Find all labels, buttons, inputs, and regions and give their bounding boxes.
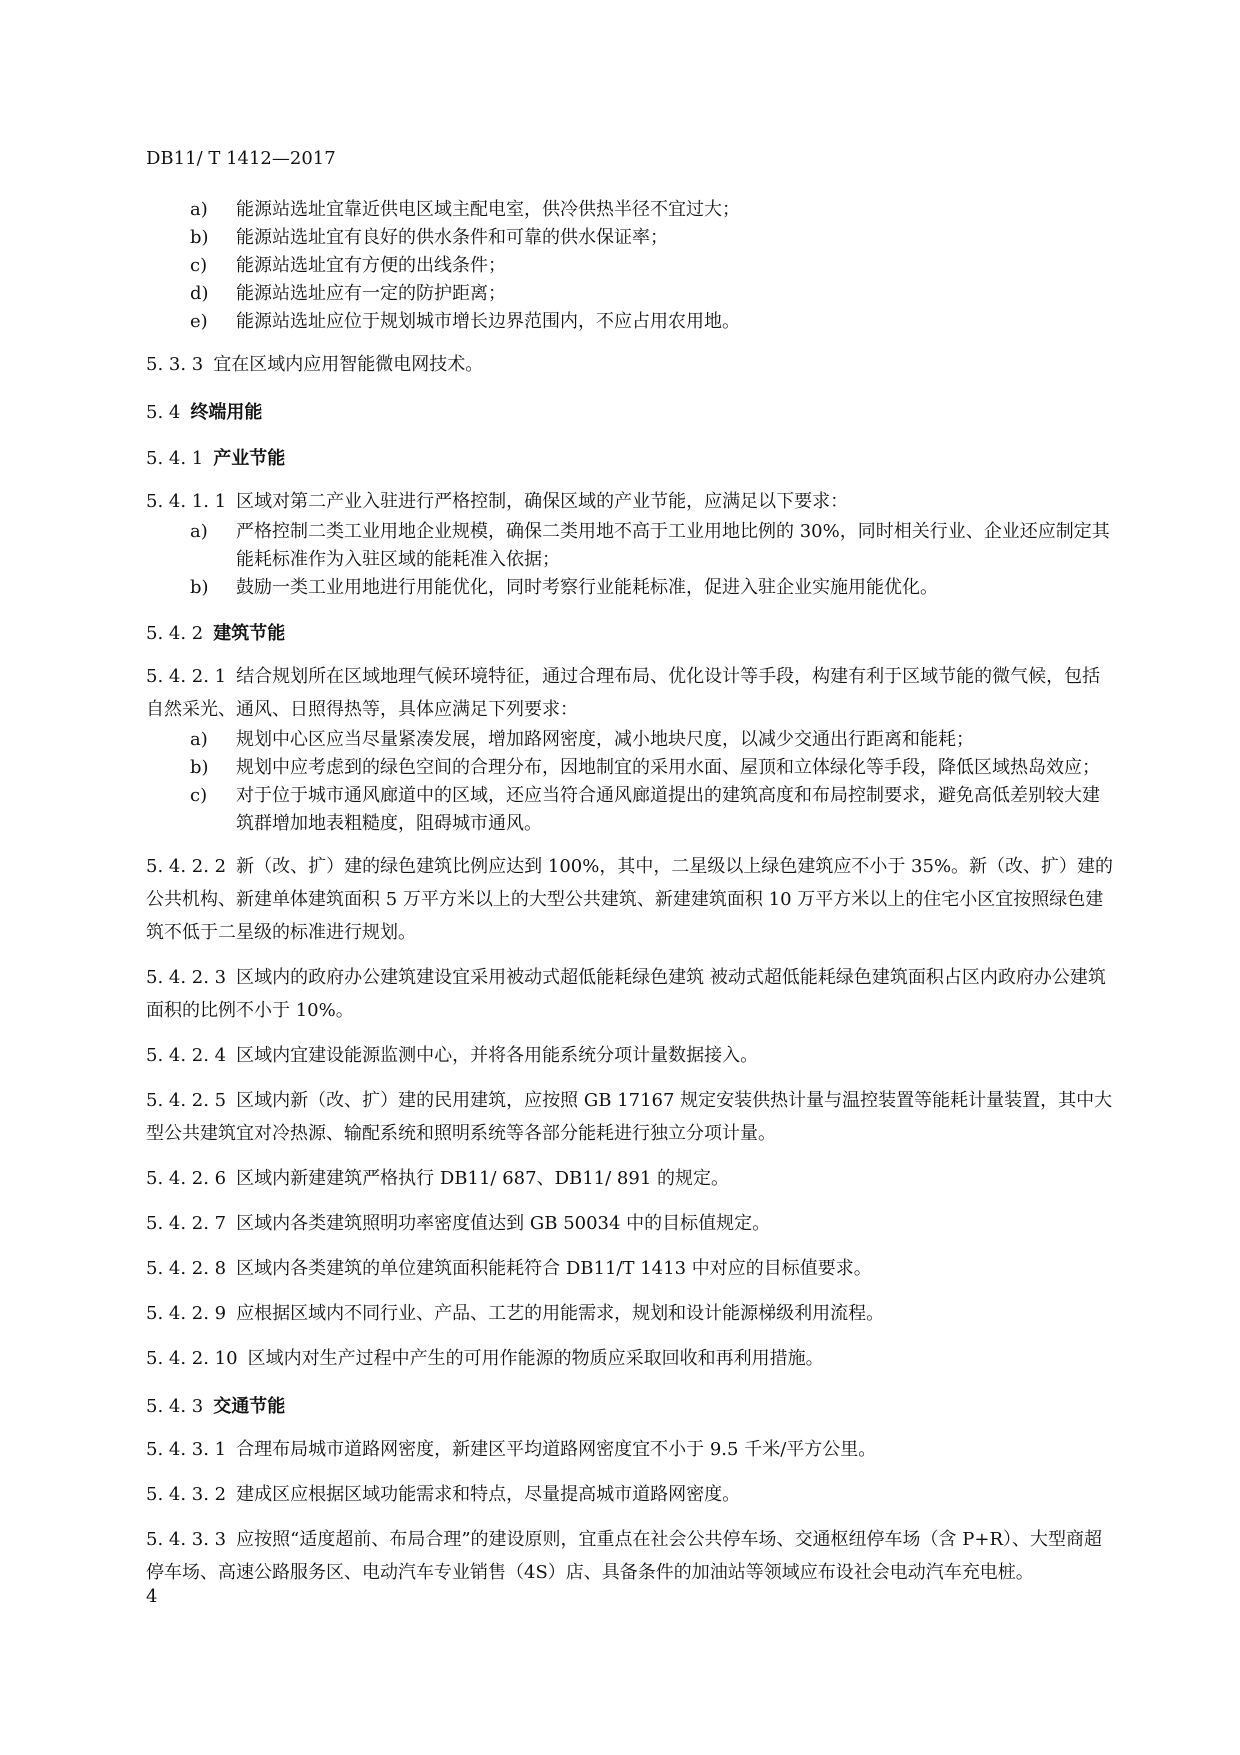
list-item	[146, 726, 1116, 754]
clause-number: 5. 4. 2. 9	[146, 1303, 227, 1324]
clause-text: 区域内宜建设能源监测中心，并将各用能系统分项计量数据接入。	[236, 1045, 759, 1066]
list-label: b)	[190, 227, 209, 248]
list-text: 严格控制二类工业用地企业规模，确保二类用地不高于工业用地比例的 30%，同时相关行业、企业还应制定其能耗标准作为入驻区域的能耗准入依据；	[236, 521, 1110, 570]
list-text: 规划中应考虑到的绿色空间的合理分布，因地制宜的采用水面、屋顶和立体绿化等手段，降低区域热岛效应；	[236, 757, 1100, 778]
list-building	[146, 726, 1116, 838]
page-number: 4	[146, 1586, 158, 1607]
list-label: c)	[190, 785, 208, 806]
section-number: 5. 4. 2	[146, 623, 204, 644]
clause-number: 5. 4. 3. 2	[146, 1484, 227, 1505]
list-item	[146, 754, 1116, 782]
list-text: 能源站选址应有一定的防护距离；	[236, 283, 506, 304]
clause-number: 5. 4. 2. 4	[146, 1045, 227, 1066]
clause-5-4-2-9	[146, 1297, 1116, 1330]
clause-text: 区域内各类建筑照明功率密度值达到 GB 50034 中的目标值规定。	[236, 1213, 771, 1234]
clause-5-4-1-1	[146, 485, 1116, 518]
list-text: 鼓励一类工业用地进行用能优化，同时考察行业能耗标准，促进入驻企业实施用能优化。	[236, 577, 938, 598]
clause-5-4-3-1	[146, 1433, 1116, 1466]
clause-text: 建成区应根据区域功能需求和特点，尽量提高城市道路网密度。	[236, 1484, 741, 1505]
list-label: e)	[190, 311, 208, 332]
clause-number: 5. 4. 2. 2	[146, 856, 227, 877]
list-item	[146, 308, 1116, 336]
section-title: 交通节能	[213, 1396, 286, 1417]
clause-5-4-2-8	[146, 1252, 1116, 1285]
list-text: 能源站选址应位于规划城市增长边界范围内，不应占用农用地。	[236, 311, 740, 332]
list-text: 能源站选址宜靠近供电区域主配电室，供冷供热半径不宜过大；	[236, 199, 740, 220]
section-heading-5-4-3	[146, 1393, 1116, 1421]
list-item	[146, 574, 1116, 602]
clause-number: 5. 4. 3. 1	[146, 1439, 227, 1460]
clause-text: 区域内新建建筑严格执行 DB11/ 687、DB11/ 891 的规定。	[236, 1168, 729, 1189]
clause-5-4-2-5	[146, 1084, 1116, 1150]
list-item	[146, 196, 1116, 224]
clause-5-4-2-1	[146, 660, 1116, 726]
document-body	[146, 196, 1116, 1589]
clause-number: 5. 4. 2. 5	[146, 1090, 227, 1111]
clause-text: 应按照“适度超前、布局合理”的建设原则，宜重点在社会公共停车场、交通枢纽停车场（含 P+R）、大型商超停车场、高速公路服务区、电动汽车专业销售（4S）店、具备条件的加油站等领域应布设社会电动汽车充电桩。	[146, 1529, 1103, 1583]
document-header: DB11/ T 1412—2017	[146, 148, 336, 169]
list-item	[146, 782, 1116, 838]
clause-text: 合理布局城市道路网密度，新建区平均道路网密度宜不小于 9.5 千米/平方公里。	[236, 1439, 877, 1460]
clause-number: 5. 4. 2. 3	[146, 967, 227, 988]
list-item	[146, 280, 1116, 308]
list-label: a)	[190, 199, 208, 220]
clause-text: 区域对第二产业入驻进行严格控制，确保区域的产业节能，应满足以下要求：	[236, 491, 849, 512]
list-item	[146, 224, 1116, 252]
clause-text: 区域内的政府办公建筑建设宜采用被动式超低能耗绿色建筑 被动式超低能耗绿色建筑面积占区内政府办公建筑面积的比例不小于 10%。	[146, 967, 1106, 1021]
section-title: 建筑节能	[213, 623, 286, 644]
section-number: 5. 4. 3	[146, 1396, 204, 1417]
section-heading-5-4	[146, 399, 1116, 427]
clause-text: 应根据区域内不同行业、产品、工艺的用能需求，规划和设计能源梯级利用流程。	[236, 1303, 885, 1324]
clause-number: 5. 4. 2. 8	[146, 1258, 227, 1279]
clause-5-4-3-2	[146, 1478, 1116, 1511]
list-label: b)	[190, 577, 209, 598]
list-text: 能源站选址宜有良好的供水条件和可靠的供水保证率；	[236, 227, 668, 248]
clause-number: 5. 4. 1. 1	[146, 491, 227, 512]
list-label: a)	[190, 729, 208, 750]
clause-number: 5. 3. 3	[146, 354, 204, 375]
clause-text: 区域内各类建筑的单位建筑面积能耗符合 DB11/T 1413 中对应的目标值要求。	[236, 1258, 872, 1279]
clause-number: 5. 4. 2. 1	[146, 666, 227, 687]
section-heading-5-4-1	[146, 445, 1116, 473]
clause-5-4-3-3	[146, 1523, 1116, 1589]
clause-number: 5. 4. 2. 6	[146, 1168, 227, 1189]
clause-5-4-2-4	[146, 1039, 1116, 1072]
list-label: b)	[190, 757, 209, 778]
clause-5-4-2-10	[146, 1342, 1116, 1375]
list-label: d)	[190, 283, 209, 304]
clause-text: 区域内对生产过程中产生的可用作能源的物质应采取回收和再利用措施。	[247, 1348, 824, 1369]
list-text: 能源站选址宜有方便的出线条件；	[236, 255, 506, 276]
list-energy-station	[146, 196, 1116, 336]
list-text: 规划中心区应当尽量紧凑发展，增加路网密度，减小地块尺度，以减少交通出行距离和能耗；	[236, 729, 974, 750]
section-title: 产业节能	[213, 448, 286, 469]
clause-5-4-2-6	[146, 1162, 1116, 1195]
clause-number: 5. 4. 2. 10	[146, 1348, 238, 1369]
clause-text: 宜在区域内应用智能微电网技术。	[213, 354, 484, 375]
list-text: 对于位于城市通风廊道中的区域，还应当符合通风廊道提出的建筑高度和布局控制要求，避免高低差别较大建筑群增加地表粗糙度，阻碍城市通风。	[236, 785, 1100, 834]
clause-number: 5. 4. 3. 3	[146, 1529, 227, 1550]
section-title: 终端用能	[190, 402, 263, 423]
list-label: c)	[190, 255, 208, 276]
list-industry	[146, 518, 1116, 602]
clause-text: 结合规划所在区域地理气候环境特征，通过合理布局、优化设计等手段，构建有利于区域节能的微气候，包括自然采光、通风、日照得热等，具体应满足下列要求：	[146, 666, 1101, 720]
clause-text: 新（改、扩）建的绿色建筑比例应达到 100%，其中，二星级以上绿色建筑应不小于 35%。新（改、扩）建的公共机构、新建单体建筑面积 5 万平方米以上的大型公共建筑、新建建筑面积 10 万平方米以上的住宅小区宜按照绿色建筑不低于二星级的标准进行规划。	[146, 856, 1114, 943]
section-number: 5. 4. 1	[146, 448, 204, 469]
clause-text: 区域内新（改、扩）建的民用建筑，应按照 GB 17167 规定安装供热计量与温控装置等能耗计量装置，其中大型公共建筑宜对冷热源、输配系统和照明系统等各部分能耗进行独立分项计量。	[146, 1090, 1113, 1144]
list-item	[146, 518, 1116, 574]
section-heading-5-4-2	[146, 620, 1116, 648]
section-number: 5. 4	[146, 402, 181, 423]
clause-number: 5. 4. 2. 7	[146, 1213, 227, 1234]
clause-5-3-3	[146, 348, 1116, 381]
list-label: a)	[190, 521, 208, 542]
clause-5-4-2-7	[146, 1207, 1116, 1240]
clause-5-4-2-2	[146, 850, 1116, 949]
clause-5-4-2-3	[146, 961, 1116, 1027]
list-item	[146, 252, 1116, 280]
